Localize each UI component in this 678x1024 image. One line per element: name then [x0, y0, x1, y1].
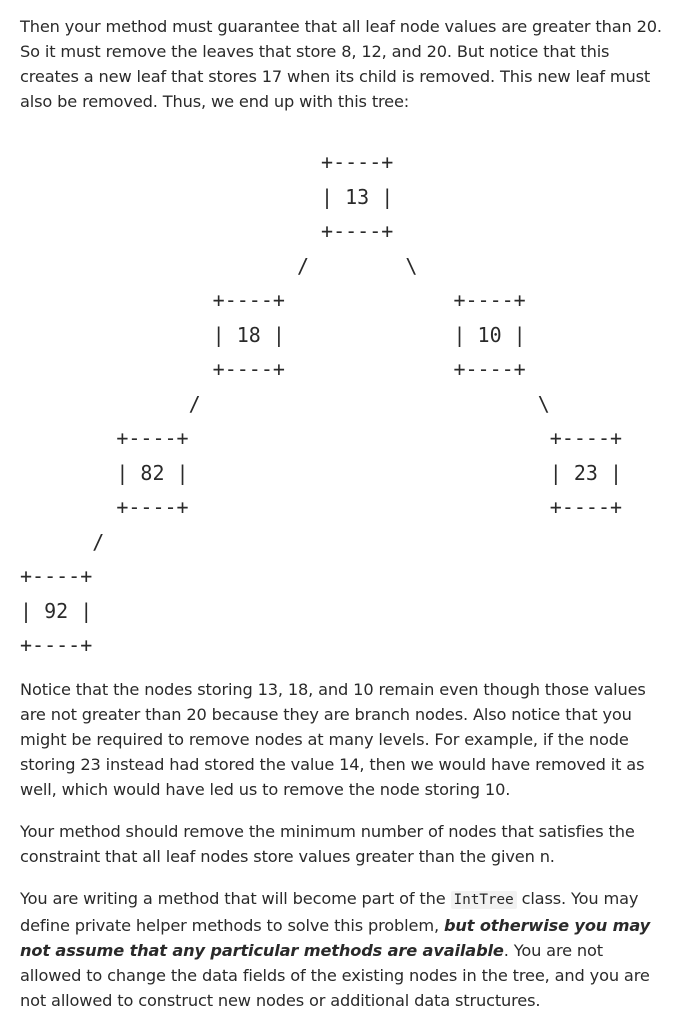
constraints-text-2: class. You may define private helper methods to solve this problem,	[20, 889, 639, 935]
constraints-emphasis: but otherwise you may not assume that any particular methods are available	[20, 916, 651, 960]
intro-paragraph: Then your method must guarantee that all leaf node values are greater than 20. So it must remove the leaves that store 8, 12, and 20. But notice that this creates a new leaf that stores 17 when its child is removed. This new leaf must also be removed. Thus, we end up with this tree:	[20, 17, 662, 111]
constraints-paragraph	[20, 886, 662, 1013]
inttree-class-code: IntTree	[451, 891, 517, 909]
minimum-nodes-paragraph: Your method should remove the minimum number of nodes that satisfies the constraint that all leaf nodes store values greater than the given n.	[20, 822, 635, 866]
ascii-tree-diagram: +----+ | 13 | +----+ / \ +----+ +----+ | 18 | | 10 | +----+ +----+ / \ +----+ +----+ | 82 | | 23 | +----+ +----+ / +----+ | 92 | +----+	[20, 150, 623, 657]
constraints-text-1: You are writing a method that will become part of the	[20, 889, 451, 908]
branch-nodes-paragraph: Notice that the nodes storing 13, 18, and 10 remain even though those values are not greater than 20 because they are branch nodes. Also notice that you might be required to remove nodes at many levels. For example, if the node storing 23 instead had stored the value 14, then we would have removed it as well, which would have led us to remove the node storing 10.	[20, 680, 646, 799]
constraints-text-3: . You are not allowed to change the data fields of the existing nodes in the tree, and you are not allowed to construct new nodes or additional data structures.	[20, 941, 650, 1010]
